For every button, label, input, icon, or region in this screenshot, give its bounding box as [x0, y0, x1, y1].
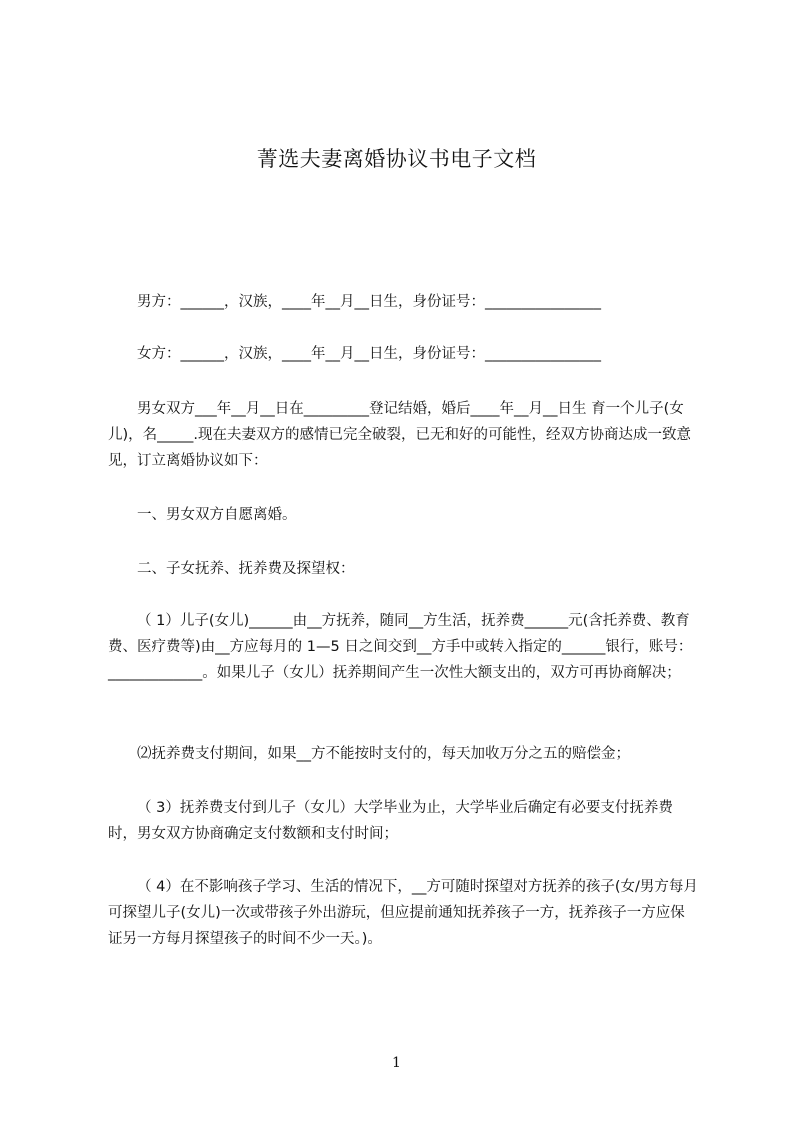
clause-2-item-2: ⑵抚养费支付期间，如果__方不能按时支付的，每天加收万分之五的赔偿金； — [137, 746, 630, 762]
paragraph-male-party: 男方：______，汉族，____年__月__日生，身份证号：________________ — [137, 294, 601, 310]
document-title: 菁选夫妻离婚协议书电子文档 — [256, 147, 537, 171]
paragraph-marriage-background: 男女双方___年__月__日在_________登记结婚，婚后____年__月__日生 育一个儿子(女儿)，名_____.现在夫妻双方的感情已完全破裂，已无和好的可能性，经双方协商达成一致意见，订立离婚协议如下： — [108, 401, 692, 469]
clause-2-heading: 二、子女抚养、抚养费及探望权： — [137, 561, 355, 577]
clause-2-item-3: （ 3）抚养费支付到儿子（女儿）大学毕业为止，大学毕业后确定有必要支付抚养费时，男女双方协商确定支付数额和支付时间； — [108, 800, 673, 842]
clause-2-item-4: （ 4）在不影响孩子学习、生活的情况下，__方可随时探望对方抚养的孩子(女/男方每月可探望儿子(女儿)一次或带孩子外出游玩，但应提前通知抚养孩子一方，抚养孩子一方应保证另一方每月探望孩子的时间不少一天。)。 — [108, 879, 698, 947]
page-number: 1 — [392, 1055, 401, 1071]
clause-1-divorce: 一、男女双方自愿离婚。 — [137, 507, 297, 523]
clause-2-item-1: （ 1）儿子(女儿)______由__方抚养，随同__方生活，抚养费______元(含托养费、教育费、医疗费等)由__方应每月的 1—5 日之间交到__方手中或转入指定的______银行，账号：_____________。如果儿子（女儿）抚养期间产生一次性大额支出的，双方可再协商解决； — [108, 613, 693, 681]
paragraph-female-party: 女方：______，汉族，____年__月__日生，身份证号：________________ — [137, 346, 601, 362]
